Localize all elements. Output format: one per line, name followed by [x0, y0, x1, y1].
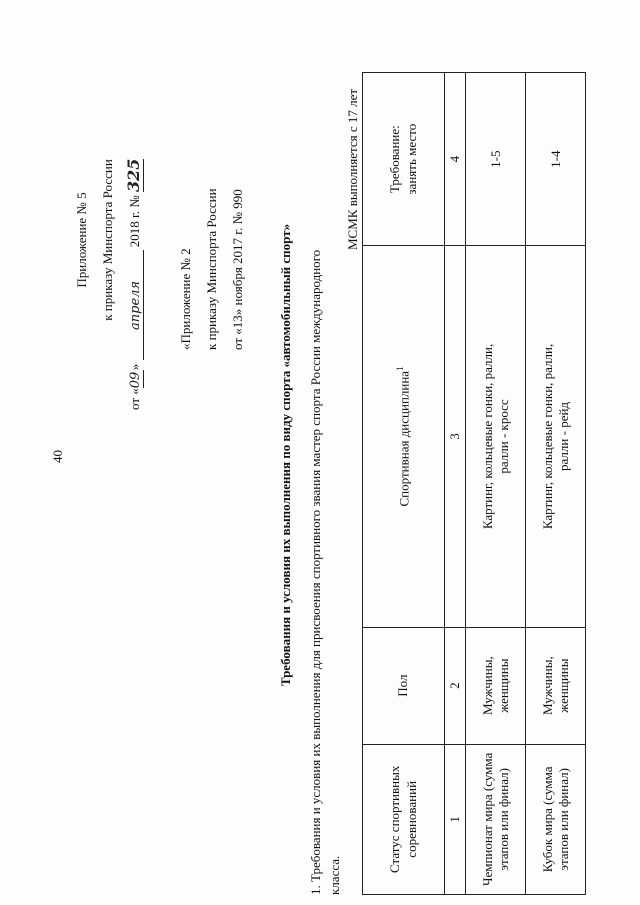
date-year: 2018 г. № — [127, 195, 142, 248]
cell-sex — [466, 627, 526, 744]
table-row — [466, 73, 526, 895]
cell-discipline — [466, 246, 526, 627]
col-number: 3 — [445, 246, 466, 627]
date-month: апреля — [128, 250, 144, 360]
header-discipline-text: Спортивная дисциплина — [396, 370, 412, 507]
header-place-text: Требование: занять место — [387, 123, 419, 195]
cell-sex — [526, 627, 586, 744]
age-note: МСМК выполняется с 17 лет — [345, 88, 360, 250]
appendix-order: к приказу Минспорта России — [100, 159, 115, 321]
prev-appendix-order: к приказу Минспорта России — [204, 188, 219, 350]
prev-appendix-title: «Приложение № 2 — [178, 248, 193, 350]
table-header-row — [363, 73, 445, 895]
cell-sex-text: Мужчины, женщины — [479, 656, 511, 715]
col-number: 2 — [445, 627, 466, 744]
appendix-title: Приложение № 5 — [74, 192, 89, 288]
cell-status: Кубок мира (сумма этапов или финал) — [526, 744, 586, 894]
cell-place: 1-5 — [466, 73, 526, 246]
requirements-table — [362, 72, 586, 895]
page-number: 40 — [50, 450, 65, 463]
section-text: 1. Требования и условия их выполнения для присвоения спортивного звания мастер спорта России международного — [308, 249, 323, 895]
date-day: 09 — [128, 371, 143, 389]
cell-discipline-text: Картинг, кольцевые гонки, ралли, ралли - рейд — [539, 343, 571, 530]
date-quote: » — [127, 363, 142, 371]
order-number: 325 — [124, 158, 143, 192]
table-row — [526, 73, 586, 895]
footnote-mark: 1 — [394, 366, 405, 371]
prev-appendix-date: от «13» ноября 2017 г. № 990 — [230, 189, 245, 350]
cell-sex-text: Мужчины, женщины — [539, 656, 571, 715]
cell-status: Чемпионат мира (сумма этапов или финал) — [466, 744, 526, 894]
appendix-date-line — [124, 159, 144, 410]
header-discipline — [363, 246, 445, 627]
cell-place: 1-4 — [526, 73, 586, 246]
col-number: 1 — [445, 744, 466, 894]
section-text-cont: класса. — [327, 855, 342, 895]
cell-discipline-text: Картинг, кольцевые гонки, ралли, ралли - кросс — [479, 343, 511, 530]
header-place — [363, 73, 445, 246]
document-title: Требования и условия их выполнения по виду спорта «автомобильный спорт» — [278, 223, 293, 687]
header-sex: Пол — [363, 627, 445, 744]
date-prefix: от « — [127, 388, 142, 410]
col-number: 4 — [445, 73, 466, 246]
table-number-row — [445, 73, 466, 895]
header-status: Статус спортивных соревнований — [363, 744, 445, 894]
cell-discipline — [526, 246, 586, 627]
